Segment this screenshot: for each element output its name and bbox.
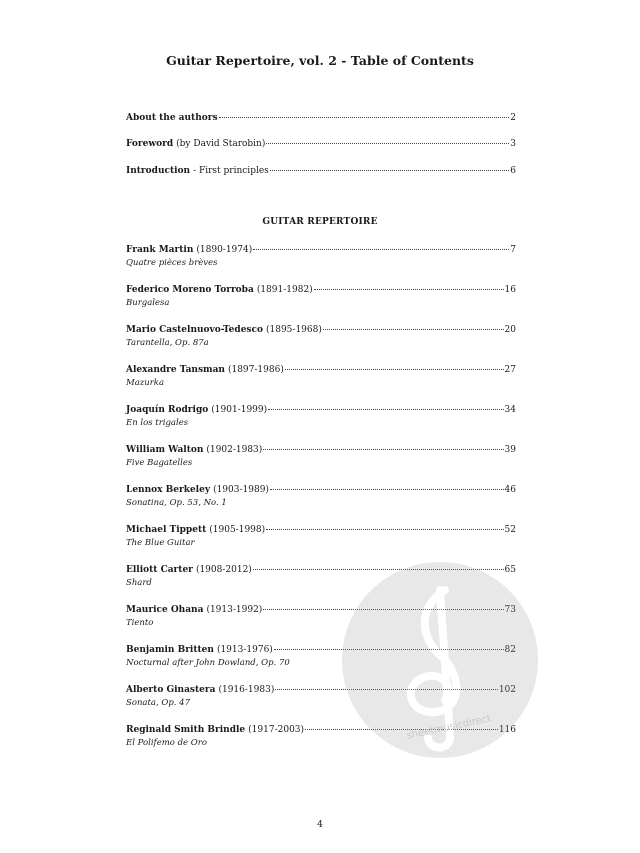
work-title: Sonatina, Op. 53, No. 1 — [126, 498, 227, 508]
watermark-text: sheetmusicdirect — [405, 713, 493, 742]
entry-page: 27 — [504, 365, 516, 375]
entry-page: 16 — [504, 285, 516, 295]
entry-page: 2 — [510, 113, 516, 123]
composer-dates: (1890-1974) — [196, 245, 253, 255]
toc-entry-foreword[interactable] — [126, 137, 516, 150]
toc-entry[interactable] — [126, 243, 516, 256]
composer-dates: (1897-1986) — [227, 365, 284, 375]
page-title: Guitar Repertoire, vol. 2 - Table of Contents — [166, 53, 474, 68]
composer-dates: (1891-1982) — [256, 285, 313, 295]
entry-page: 102 — [498, 685, 516, 695]
composer-dates: (1913-1976) — [216, 645, 273, 655]
toc-entry[interactable] — [126, 323, 516, 336]
entry-page: 65 — [504, 565, 516, 575]
toc-entry[interactable] — [126, 563, 516, 576]
work-title: Sonata, Op. 47 — [126, 698, 190, 708]
composer-name: William Walton — [126, 445, 204, 455]
work-title: Nocturnal after John Dowland, Op. 70 — [126, 658, 290, 668]
composer-dates: (1916-1983) — [218, 685, 275, 695]
entry-page: 34 — [504, 405, 516, 415]
composer-dates: (1902-1983) — [206, 445, 263, 455]
composer-name: Joaquín Rodrigo — [126, 405, 209, 415]
work-title: Mazurka — [126, 378, 165, 388]
work-title: Five Bagatelles — [126, 458, 193, 468]
entry-page: 20 — [504, 325, 516, 335]
section-heading: GUITAR REPERTOIRE — [262, 217, 378, 227]
composer-dates: (1905-1998) — [209, 525, 266, 535]
entry-name: Foreword — [126, 139, 174, 149]
composer-dates: (1913-1992) — [206, 605, 263, 615]
entry-page: 46 — [504, 485, 516, 495]
composer-name: Michael Tippett — [126, 525, 207, 535]
work-title: Burgalesa — [126, 298, 170, 308]
entry-extra: (by David Starobin) — [176, 139, 266, 149]
composer-name: Frank Martin — [126, 245, 194, 255]
entry-page: 6 — [510, 166, 516, 176]
composer-name: Alexandre Tansman — [126, 365, 225, 375]
toc-entry[interactable] — [126, 483, 516, 496]
composer-name: Alberto Ginastera — [126, 685, 216, 695]
composer-dates: (1901-1999) — [211, 405, 268, 415]
toc-entry[interactable] — [126, 363, 516, 376]
work-title: En los trigales — [126, 418, 189, 428]
entry-page: 7 — [510, 245, 516, 255]
composer-name: Maurice Ohana — [126, 605, 204, 615]
composer-name: Reginald Smith Brindle — [126, 725, 246, 735]
composer-name: Elliott Carter — [126, 565, 193, 575]
entry-name: About the authors — [126, 113, 218, 123]
composer-dates: (1903-1989) — [213, 485, 269, 495]
toc-entry-introduction[interactable] — [126, 164, 516, 177]
toc-entry[interactable] — [126, 643, 516, 656]
work-title: Quatre pièces brèves — [126, 258, 218, 268]
toc-entry[interactable] — [126, 603, 516, 616]
toc-entry[interactable] — [126, 443, 516, 456]
toc-entry[interactable] — [126, 523, 516, 536]
toc-entry[interactable] — [126, 683, 516, 696]
entry-extra: - First principles — [193, 166, 269, 176]
composer-dates: (1917-2003) — [248, 725, 305, 735]
composer-dates: (1908-2012) — [195, 565, 252, 575]
page-number: 4 — [317, 820, 323, 830]
entry-page: 52 — [504, 525, 516, 535]
composer-dates: (1895-1968) — [265, 325, 322, 335]
entry-page: 116 — [498, 725, 516, 735]
composer-name: Benjamin Britten — [126, 645, 214, 655]
toc-entry[interactable] — [126, 283, 516, 296]
entry-page: 39 — [504, 445, 516, 455]
entry-page: 3 — [510, 139, 516, 149]
work-title: The Blue Guitar — [126, 538, 195, 548]
entry-name: Introduction — [126, 166, 191, 176]
work-title: Tiento — [126, 618, 154, 628]
work-title: El Polifemo de Oro — [126, 738, 207, 748]
work-title: Tarantella, Op. 87a — [126, 338, 209, 348]
composer-name: Federico Moreno Torroba — [126, 285, 254, 295]
work-title: Shard — [126, 578, 152, 588]
entry-page: 73 — [504, 605, 516, 615]
composer-name: Mario Castelnuovo-Tedesco — [126, 325, 263, 335]
composer-name: Lennox Berkeley — [126, 485, 211, 495]
toc-entry-about[interactable] — [126, 111, 516, 124]
toc-entry[interactable] — [126, 403, 516, 416]
entry-page: 82 — [504, 645, 516, 655]
